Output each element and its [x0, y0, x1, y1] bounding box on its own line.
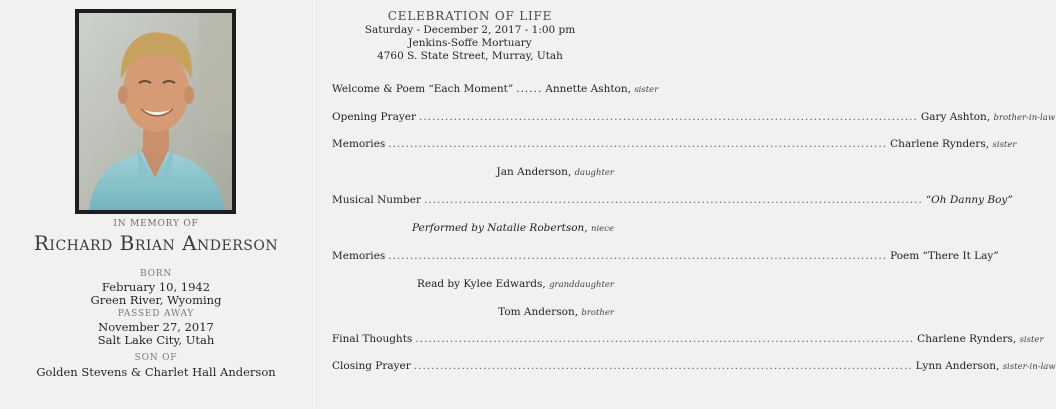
- son-of-label: SON OF: [134, 353, 178, 363]
- right-panel: [316, 0, 1056, 409]
- parents-names: Golden Stevens & Charlet Hall Anderson: [36, 365, 276, 379]
- program-row-welcome: [332, 83, 659, 99]
- deceased-name: Richard Brian Anderson: [33, 231, 279, 255]
- born-place: Green River, Wyoming: [90, 293, 222, 307]
- program-role: granddaughter: [549, 280, 614, 290]
- program-person: Annette Ashton,: [545, 83, 631, 95]
- program-role: brother: [581, 308, 614, 318]
- program-role: brother-in-law: [993, 113, 1056, 123]
- passed-date: November 27, 2017: [98, 320, 214, 334]
- program-row-memories: [332, 138, 1017, 154]
- program-item: Musical Number: [332, 194, 421, 206]
- leader-dots: [415, 333, 914, 345]
- program-role: sister: [634, 85, 659, 95]
- program-person: Charlene Rynders,: [890, 138, 990, 150]
- program-row-reader: [417, 278, 614, 290]
- program-row-final-thoughts: [332, 333, 1044, 349]
- program-person: Jan Anderson,: [496, 166, 572, 178]
- program-item: Memories: [332, 250, 386, 262]
- leader-dots: ......: [516, 83, 543, 95]
- program-person: Tom Anderson,: [498, 306, 579, 318]
- program-person: Performed by Natalie Robertson,: [411, 222, 588, 234]
- program-person: Charlene Rynders,: [917, 333, 1017, 345]
- program-role: sister: [992, 140, 1017, 150]
- program-row-closing-prayer: [332, 360, 1056, 376]
- program-role: daughter: [574, 168, 614, 178]
- program-person: Poem “There It Lay”: [890, 250, 999, 262]
- program-row-memories-poem: [332, 250, 999, 266]
- in-memory-heading: IN MEMORY OF: [113, 219, 199, 229]
- leader-dots: [419, 111, 918, 123]
- program-person: “Oh Danny Boy”: [925, 194, 1013, 206]
- program-row-performer: [412, 222, 614, 234]
- program-role: sister-in-law: [1002, 362, 1056, 372]
- program-row-opening-prayer: [332, 111, 1056, 127]
- program-row-memories-2: [497, 166, 614, 178]
- passed-label: PASSED AWAY: [117, 309, 195, 319]
- celebration-title: CELEBRATION OF LIFE: [387, 9, 553, 23]
- born-date: February 10, 1942: [101, 280, 211, 294]
- left-panel: [0, 0, 312, 409]
- program-role: niece: [590, 224, 614, 234]
- program-item: Welcome & Poem “Each Moment”: [332, 83, 514, 95]
- program-item: Closing Prayer: [332, 360, 411, 372]
- portrait-illustration: [79, 13, 232, 210]
- passed-place: Salt Lake City, Utah: [97, 333, 215, 347]
- portrait-photo-frame: [75, 9, 236, 214]
- leader-dots: [388, 138, 887, 150]
- portrait-photo: [79, 13, 232, 210]
- venue-address: 4760 S. State Street, Murray, Utah: [377, 50, 563, 62]
- leader-dots: [424, 194, 923, 206]
- venue-name: Jenkins-Soffe Mortuary: [408, 37, 532, 49]
- program-row-musical-number: [332, 194, 1013, 210]
- program-person: Gary Ashton,: [920, 111, 991, 123]
- born-label: BORN: [139, 269, 172, 279]
- program-item: Final Thoughts: [332, 333, 413, 345]
- leader-dots: [388, 250, 887, 262]
- program-person: Read by Kylee Edwards,: [416, 278, 546, 290]
- program-row-tom: [498, 306, 614, 318]
- program-person: Lynn Anderson,: [915, 360, 1000, 372]
- service-datetime: Saturday - December 2, 2017 - 1:00 pm: [364, 24, 576, 36]
- program-item: Opening Prayer: [332, 111, 416, 123]
- program-role: sister: [1019, 335, 1044, 345]
- leader-dots: [414, 360, 913, 372]
- program-item: Memories: [332, 138, 386, 150]
